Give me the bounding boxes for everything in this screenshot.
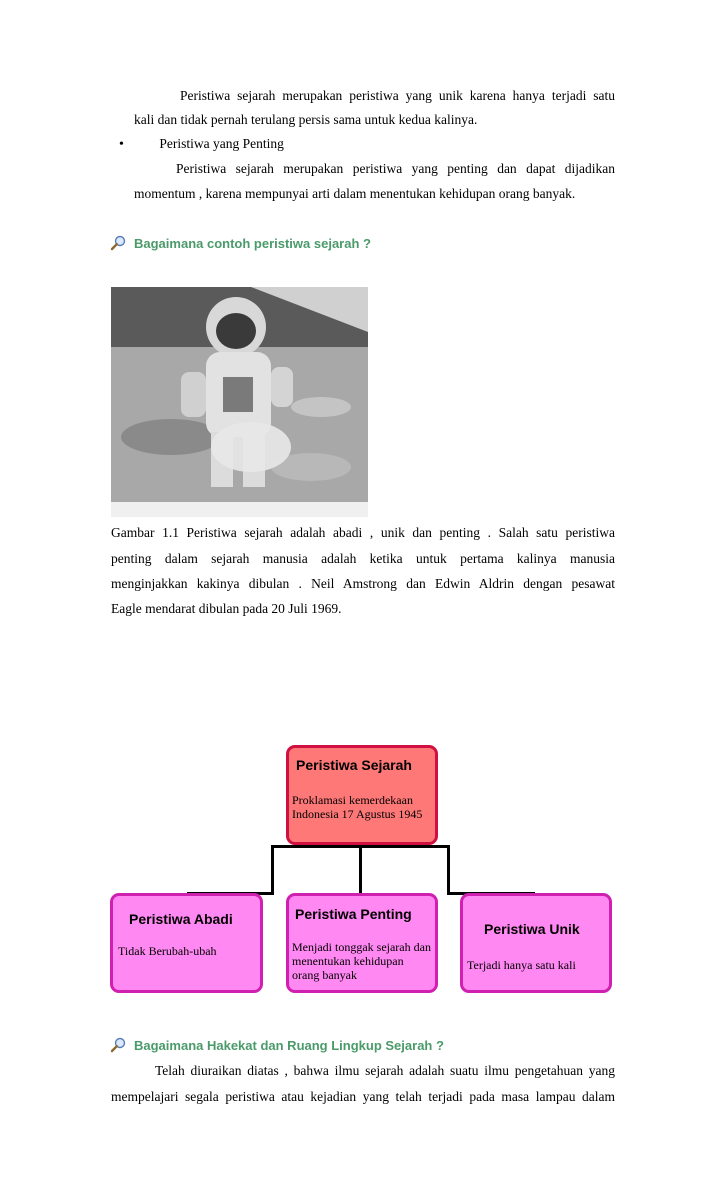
middle-title: Peristiwa Penting bbox=[295, 906, 412, 922]
caption-line-1: Gambar 1.1 Peristiwa sejarah adalah abadi , unik dan penting . Salah satu peristiwa bbox=[111, 525, 615, 540]
left-title: Peristiwa Abadi bbox=[129, 911, 233, 927]
heading-1-text: Bagaimana contoh peristiwa sejarah ? bbox=[134, 235, 371, 251]
moon-landing-image bbox=[111, 287, 368, 517]
caption-line-3: menginjakkan kakinya dibulan . Neil Amstrong dan Edwin Aldrin dengan pesawat bbox=[111, 576, 615, 591]
diagram-middle-box bbox=[286, 893, 438, 993]
magnifier-icon bbox=[110, 235, 126, 251]
caption-line-2: penting dalam sejarah manusia adalah ketika untuk pertama kalinya manusia bbox=[111, 551, 615, 566]
section-heading-1 bbox=[110, 234, 371, 252]
connector-right-drop bbox=[447, 845, 450, 895]
caption-line-4: Eagle mendarat dibulan pada 20 Juli 1969. bbox=[111, 601, 342, 616]
right-body: Terjadi hanya satu kali bbox=[467, 958, 576, 972]
left-body: Tidak Berubah-ubah bbox=[118, 944, 217, 958]
bullet-item bbox=[119, 134, 284, 155]
intro-line-3: Peristiwa sejarah merupakan peristiwa yang penting dan dapat dijadikan bbox=[176, 161, 615, 176]
astronaut-photo bbox=[111, 287, 368, 517]
intro-line-2: kali dan tidak pernah terulang persis sama untuk kedua kalinya. bbox=[134, 112, 478, 127]
diagram-left-box bbox=[110, 893, 263, 993]
bullet-dot: • bbox=[119, 137, 124, 152]
outro-line-1: Telah diuraikan diatas , bahwa ilmu sejarah adalah suatu ilmu pengetahuan yang bbox=[155, 1063, 615, 1078]
heading-2-text: Bagaimana Hakekat dan Ruang Lingkup Sejarah ? bbox=[134, 1037, 444, 1053]
diagram-root-box bbox=[286, 745, 438, 845]
diagram-right-box bbox=[460, 893, 612, 993]
magnifier-icon bbox=[110, 1037, 126, 1053]
right-title: Peristiwa Unik bbox=[484, 921, 580, 937]
connector-horizontal bbox=[271, 845, 450, 848]
intro-line-4: momentum , karena mempunyai arti dalam menentukan kehidupan orang banyak. bbox=[134, 186, 576, 201]
connector-left-drop bbox=[271, 845, 274, 895]
middle-body: Menjadi tonggak sejarah dan menentukan kehidupan orang banyak bbox=[292, 940, 431, 982]
section-heading-2 bbox=[110, 1036, 444, 1054]
root-body: Proklamasi kemerdekaan Indonesia 17 Agustus 1945 bbox=[292, 793, 423, 821]
intro-line-1: Peristiwa sejarah merupakan peristiwa yang unik karena hanya terjadi satu bbox=[180, 88, 615, 103]
root-title: Peristiwa Sejarah bbox=[296, 757, 412, 773]
connector-root-stem bbox=[359, 845, 362, 893]
outro-line-2: mempelajari segala peristiwa atau kejadian yang telah terjadi pada masa lampau dalam bbox=[111, 1089, 615, 1104]
bullet-label: Peristiwa yang Penting bbox=[159, 136, 284, 151]
